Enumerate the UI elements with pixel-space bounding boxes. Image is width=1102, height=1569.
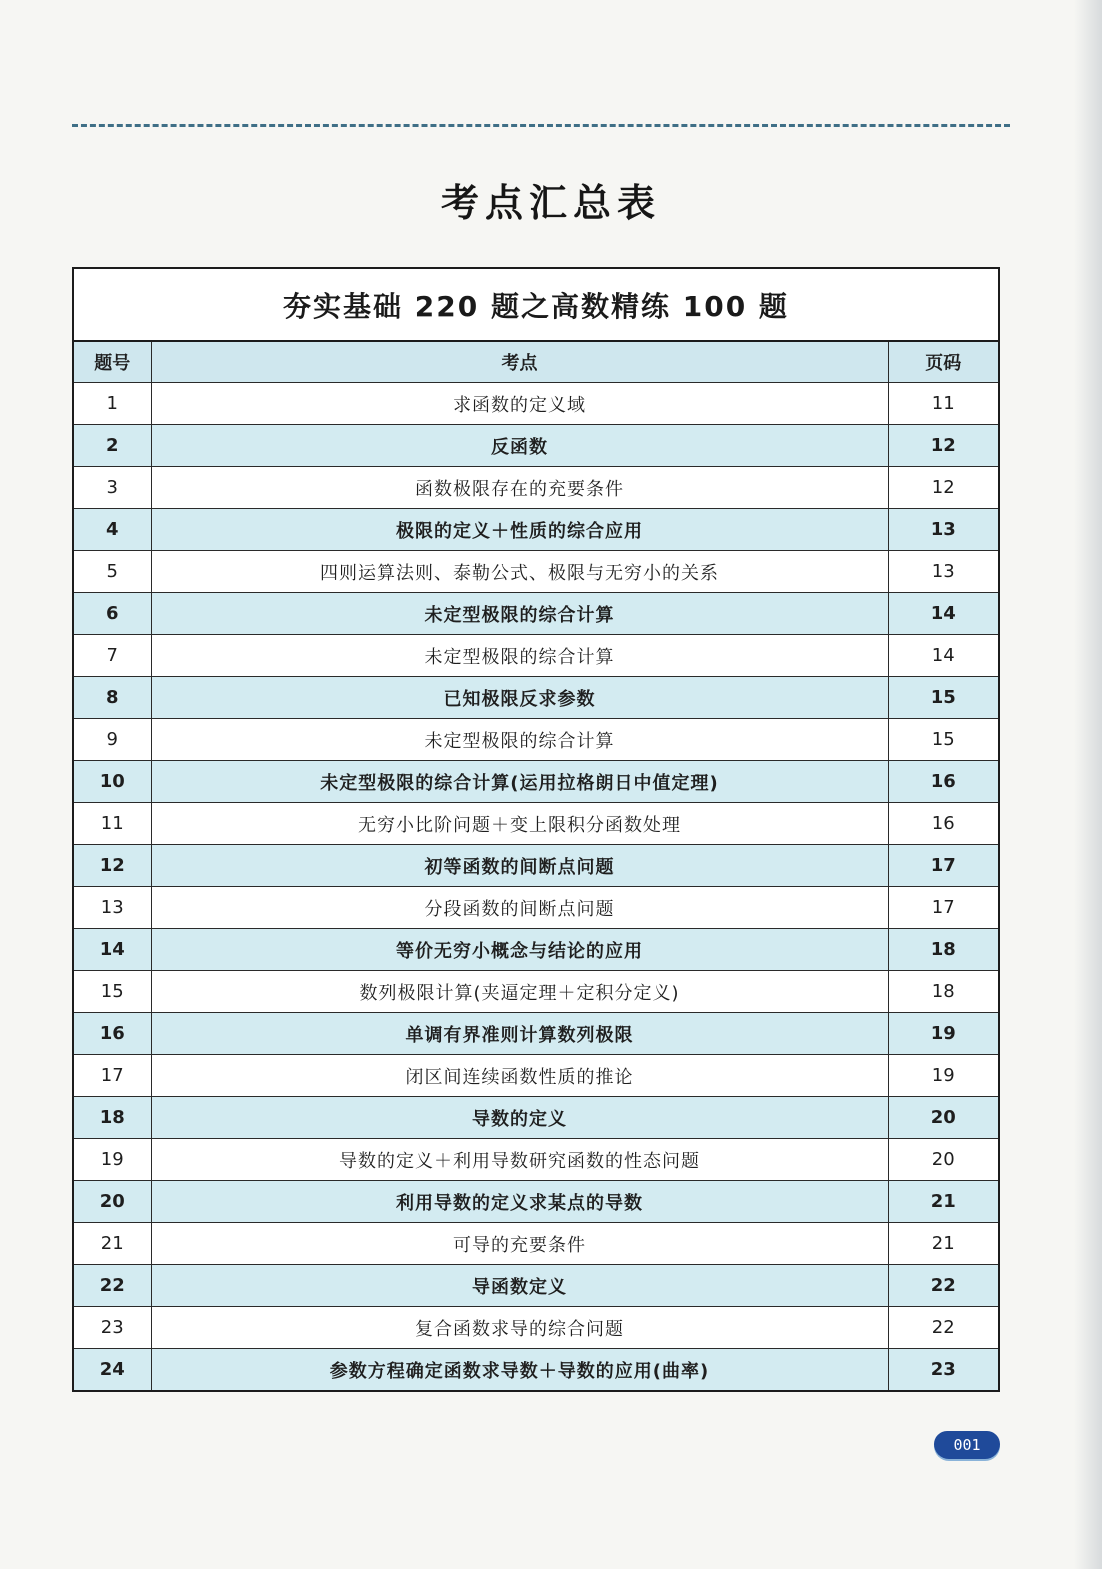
row-topic: 已知极限反求参数 <box>151 677 888 719</box>
row-number: 12 <box>74 845 151 887</box>
row-page: 16 <box>888 761 998 803</box>
table-row <box>74 887 998 929</box>
table-row <box>74 1139 998 1181</box>
row-number: 7 <box>74 635 151 677</box>
table-row <box>74 509 998 551</box>
row-topic: 利用导数的定义求某点的导数 <box>151 1181 888 1223</box>
row-topic: 导函数定义 <box>151 1265 888 1307</box>
row-topic: 未定型极限的综合计算(运用拉格朗日中值定理) <box>151 761 888 803</box>
row-number: 18 <box>74 1097 151 1139</box>
row-page: 12 <box>888 467 998 509</box>
row-topic: 无穷小比阶问题＋变上限积分函数处理 <box>151 803 888 845</box>
header-topic: 考点 <box>151 342 888 383</box>
row-page: 14 <box>888 593 998 635</box>
table-row <box>74 1223 998 1265</box>
row-number: 16 <box>74 1013 151 1055</box>
row-page: 11 <box>888 383 998 425</box>
table-row <box>74 1055 998 1097</box>
row-topic: 未定型极限的综合计算 <box>151 719 888 761</box>
row-number: 22 <box>74 1265 151 1307</box>
row-topic: 四则运算法则、泰勒公式、极限与无穷小的关系 <box>151 551 888 593</box>
table-row <box>74 551 998 593</box>
table-title: 夯实基础 220 题之高数精练 100 题 <box>74 269 998 342</box>
table-row <box>74 929 998 971</box>
page-title: 考点汇总表 <box>440 180 661 225</box>
row-page: 20 <box>888 1139 998 1181</box>
row-topic: 反函数 <box>151 425 888 467</box>
row-page: 15 <box>888 719 998 761</box>
row-number: 13 <box>74 887 151 929</box>
row-number: 6 <box>74 593 151 635</box>
row-topic: 求函数的定义域 <box>151 383 888 425</box>
row-page: 16 <box>888 803 998 845</box>
page-number-badge: 001 <box>934 1431 1000 1459</box>
row-topic: 未定型极限的综合计算 <box>151 635 888 677</box>
table-row <box>74 593 998 635</box>
row-topic: 单调有界准则计算数列极限 <box>151 1013 888 1055</box>
row-topic: 导数的定义 <box>151 1097 888 1139</box>
row-page: 22 <box>888 1265 998 1307</box>
table-row <box>74 1181 998 1223</box>
row-page: 13 <box>888 551 998 593</box>
row-page: 20 <box>888 1097 998 1139</box>
row-page: 18 <box>888 929 998 971</box>
row-topic: 数列极限计算(夹逼定理＋定积分定义) <box>151 971 888 1013</box>
row-page: 15 <box>888 677 998 719</box>
table-row <box>74 467 998 509</box>
table-row <box>74 845 998 887</box>
table-header-row <box>74 342 998 383</box>
row-number: 9 <box>74 719 151 761</box>
row-topic: 可导的充要条件 <box>151 1223 888 1265</box>
table-row <box>74 383 998 425</box>
table-row <box>74 635 998 677</box>
table-row <box>74 803 998 845</box>
row-page: 17 <box>888 887 998 929</box>
summary-table <box>72 267 1000 1392</box>
row-number: 20 <box>74 1181 151 1223</box>
table-row <box>74 1013 998 1055</box>
row-topic: 导数的定义＋利用导数研究函数的性态问题 <box>151 1139 888 1181</box>
row-topic: 函数极限存在的充要条件 <box>151 467 888 509</box>
row-topic: 分段函数的间断点问题 <box>151 887 888 929</box>
table-row <box>74 719 998 761</box>
row-number: 19 <box>74 1139 151 1181</box>
table-row <box>74 1307 998 1349</box>
row-page: 13 <box>888 509 998 551</box>
row-topic: 参数方程确定函数求导数＋导数的应用(曲率) <box>151 1349 888 1391</box>
topics-table <box>74 342 998 1390</box>
row-page: 18 <box>888 971 998 1013</box>
row-number: 10 <box>74 761 151 803</box>
row-page: 23 <box>888 1349 998 1391</box>
row-number: 17 <box>74 1055 151 1097</box>
table-row <box>74 761 998 803</box>
top-dashed-rule <box>72 124 1010 127</box>
row-number: 23 <box>74 1307 151 1349</box>
row-page: 12 <box>888 425 998 467</box>
row-number: 3 <box>74 467 151 509</box>
row-number: 1 <box>74 383 151 425</box>
header-page: 页码 <box>888 342 998 383</box>
row-number: 8 <box>74 677 151 719</box>
row-number: 11 <box>74 803 151 845</box>
table-row <box>74 677 998 719</box>
row-topic: 初等函数的间断点问题 <box>151 845 888 887</box>
row-page: 22 <box>888 1307 998 1349</box>
header-no: 题号 <box>74 342 151 383</box>
row-number: 14 <box>74 929 151 971</box>
row-page: 21 <box>888 1223 998 1265</box>
row-number: 4 <box>74 509 151 551</box>
row-topic: 等价无穷小概念与结论的应用 <box>151 929 888 971</box>
page-edge-shadow <box>1074 0 1102 1569</box>
table-row <box>74 1097 998 1139</box>
row-topic: 极限的定义＋性质的综合应用 <box>151 509 888 551</box>
table-row <box>74 425 998 467</box>
row-topic: 复合函数求导的综合问题 <box>151 1307 888 1349</box>
row-number: 5 <box>74 551 151 593</box>
row-number: 2 <box>74 425 151 467</box>
row-topic: 未定型极限的综合计算 <box>151 593 888 635</box>
row-page: 17 <box>888 845 998 887</box>
table-row <box>74 971 998 1013</box>
row-topic: 闭区间连续函数性质的推论 <box>151 1055 888 1097</box>
row-number: 15 <box>74 971 151 1013</box>
row-number: 24 <box>74 1349 151 1391</box>
row-page: 19 <box>888 1055 998 1097</box>
row-page: 19 <box>888 1013 998 1055</box>
row-page: 21 <box>888 1181 998 1223</box>
row-page: 14 <box>888 635 998 677</box>
row-number: 21 <box>74 1223 151 1265</box>
table-row <box>74 1265 998 1307</box>
table-row <box>74 1349 998 1391</box>
